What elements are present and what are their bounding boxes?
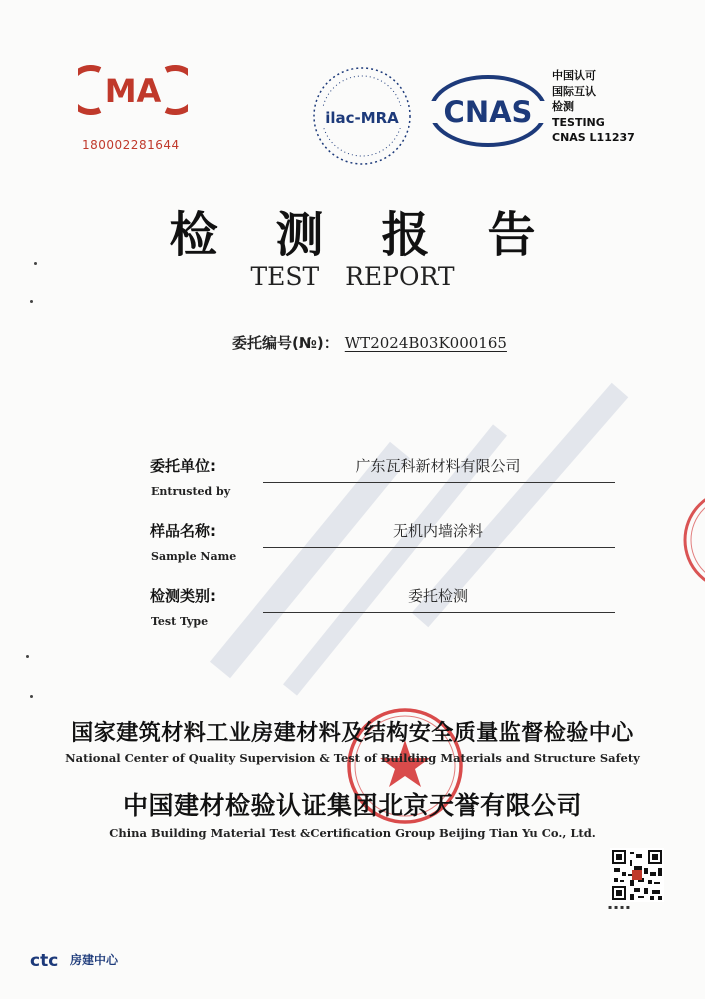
cnas-line: 国际互认 xyxy=(552,84,596,98)
cnas-logo xyxy=(428,74,548,148)
ilac-mra-logo xyxy=(310,64,414,168)
cnas-line: 中国认可 xyxy=(552,69,596,82)
scan-speck xyxy=(34,262,37,265)
scan-speck xyxy=(30,300,33,303)
report-title-cn: 检测报告 xyxy=(169,207,594,263)
issuing-company-cn: 中国建材检验认证集团北京天誉有限公司 xyxy=(122,791,582,820)
cnas-logo-text: CNAS xyxy=(443,95,533,129)
issuing-center-cn: 国家建筑材料工业房建材料及结构安全质量监督检验中心 xyxy=(71,721,634,746)
test-type-label: 检测类别: xyxy=(150,587,216,605)
cma-number: 180002281644 xyxy=(82,138,180,152)
qr-code[interactable] xyxy=(610,848,664,902)
report-title-en: TEST REPORT xyxy=(250,262,455,291)
ctc-logo-text: ctc xyxy=(30,951,59,970)
test-type-label-en: Test Type xyxy=(151,615,209,628)
cnas-accreditation-text xyxy=(552,68,635,146)
scan-speck xyxy=(30,695,33,698)
sample-name-label: 样品名称: xyxy=(150,522,216,540)
qr-caption: ▪ ▪ ▪ ▪ xyxy=(608,904,630,911)
cma-logo-text: MA xyxy=(104,72,162,110)
entrust-number xyxy=(232,332,507,353)
entrusted-by-label-en: Entrusted by xyxy=(151,485,231,498)
entrusted-by-label: 委托单位: xyxy=(150,457,216,475)
entrusted-by-underline xyxy=(263,482,615,483)
cnas-line: 检测 xyxy=(552,100,574,113)
cma-logo xyxy=(78,64,188,116)
test-type-value: 委托检测 xyxy=(407,587,468,605)
issuing-center-en: National Center of Quality Supervision & Test of Building Materials and Structure Safety xyxy=(65,751,640,765)
ilac-logo-text: ilac-MRA xyxy=(325,109,399,127)
sample-name-value: 无机内墙涂料 xyxy=(392,522,483,540)
test-type-underline xyxy=(263,612,615,613)
cnas-line: CNAS L11237 xyxy=(552,131,635,144)
scan-speck xyxy=(26,655,29,658)
entrusted-by-value: 广东瓦科新材料有限公司 xyxy=(355,457,521,475)
sample-name-label-en: Sample Name xyxy=(151,550,237,563)
ctc-logo xyxy=(30,950,70,970)
entrust-number-value: WT2024B03K000165 xyxy=(344,334,507,352)
ctc-name: 房建中心 xyxy=(70,953,119,967)
sample-name-underline xyxy=(263,547,615,548)
cnas-line: TESTING xyxy=(552,115,605,129)
entrust-number-label: 委托编号(№)： xyxy=(232,334,339,352)
issuing-company-en: China Building Material Test &Certification Group Beijing Tian Yu Co., Ltd. xyxy=(109,826,596,840)
partial-seal xyxy=(680,485,705,595)
